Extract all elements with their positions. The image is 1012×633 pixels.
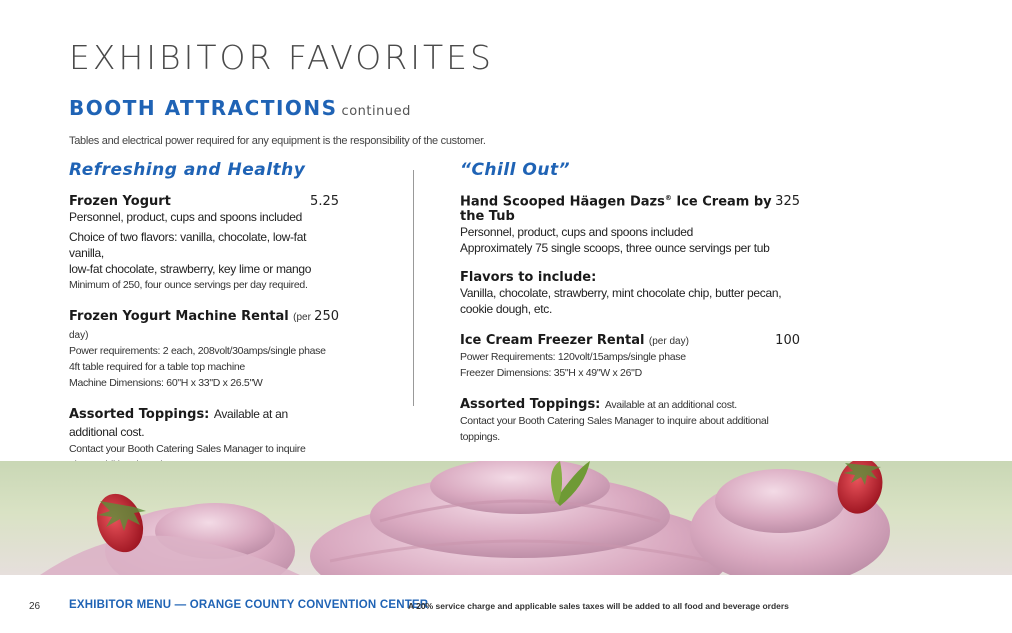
right-column xyxy=(460,160,800,459)
toppings-text: Available at an additional cost. xyxy=(69,407,288,439)
menu-item xyxy=(69,307,339,391)
item-detail: Contact your Booth Catering Sales Manager to inquire xyxy=(69,443,306,455)
menu-item xyxy=(460,194,800,256)
item-price: 325 xyxy=(775,194,800,210)
item-detail: Minimum of 250, four ounce servings per day required. xyxy=(69,279,308,291)
toppings-label: Assorted Toppings: xyxy=(460,397,601,413)
toppings-block xyxy=(460,395,800,445)
item-detail: 4ft table required for a table top machine xyxy=(69,361,245,373)
toppings-label: Assorted Toppings: xyxy=(69,407,210,422)
category-title: “Chill Out” xyxy=(460,160,571,180)
item-price: 5.25 xyxy=(310,194,339,209)
item-name: Ice Cream Freezer Rental xyxy=(460,333,645,349)
item-detail: Personnel, product, cups and spoons included xyxy=(460,225,693,240)
flavors-block xyxy=(460,270,800,317)
item-detail: Freezer Dimensions: 35"H x 49"W x 26"D xyxy=(460,367,642,380)
item-name-group xyxy=(460,194,775,224)
item-detail: cookie dough, etc. xyxy=(460,302,553,317)
section-heading xyxy=(69,96,411,120)
item-detail: Power Requirements: 120volt/15amps/single phase xyxy=(460,351,686,364)
item-detail: Power requirements: 2 each, 208volt/30amps/single phase xyxy=(69,345,326,357)
frozen-yogurt-photo xyxy=(0,461,1012,575)
item-detail: Approximately 75 single scoops, three ounce servings per tub xyxy=(460,241,770,256)
item-name: Frozen Yogurt Machine Rental xyxy=(69,309,289,324)
item-detail: Choice of two flavors: vanilla, chocolate, low-fat vanilla, xyxy=(69,230,307,260)
item-detail: Vanilla, chocolate, strawberry, mint chocolate chip, butter pecan, xyxy=(460,286,782,301)
left-column xyxy=(69,160,339,487)
item-name-group xyxy=(69,307,314,343)
section-heading-text: BOOTH ATTRACTIONS xyxy=(69,96,338,120)
per-day-label: (per day) xyxy=(69,312,311,341)
section-continued-label: continued xyxy=(341,104,411,119)
toppings-text: Available at an additional cost. xyxy=(604,399,737,412)
responsibility-note: Tables and electrical power required for any equipment is the responsibility of the customer. xyxy=(69,135,486,147)
item-detail: low-fat chocolate, strawberry, key lime or mango xyxy=(69,262,312,276)
column-divider xyxy=(413,170,414,406)
flavors-label: Flavors to include: xyxy=(460,270,597,286)
item-name: Hand Scooped Häagen Dazs xyxy=(460,194,665,210)
item-detail: Contact your Booth Catering Sales Manager to inquire about additional toppings. xyxy=(460,415,769,444)
item-detail: Personnel, product, cups and spoons included xyxy=(69,210,302,224)
item-name: Frozen Yogurt xyxy=(69,194,171,209)
per-day-label: (per day) xyxy=(648,336,689,348)
item-price: 100 xyxy=(775,333,800,349)
item-name-rest: Ice Cream by the Tub xyxy=(460,194,772,225)
item-price: 250 xyxy=(314,309,339,324)
footer-title: EXHIBITOR MENU — ORANGE COUNTY CONVENTION CENTER xyxy=(69,599,429,611)
page-title: EXHIBITOR FAVORITES xyxy=(69,38,494,77)
footer-note: A 20% service charge and applicable sales taxes will be added to all food and beverage orders xyxy=(408,601,789,611)
registered-mark: ® xyxy=(664,194,672,202)
frozen-yogurt-illustration xyxy=(0,461,1012,575)
page-number: 26 xyxy=(29,601,41,612)
page-footer xyxy=(0,575,1012,633)
item-detail: Machine Dimensions: 60"H x 33"D x 26.5"W xyxy=(69,377,263,389)
category-title: Refreshing and Healthy xyxy=(69,160,306,180)
menu-item xyxy=(460,331,800,381)
item-name-group xyxy=(460,331,689,349)
menu-item xyxy=(69,194,339,293)
